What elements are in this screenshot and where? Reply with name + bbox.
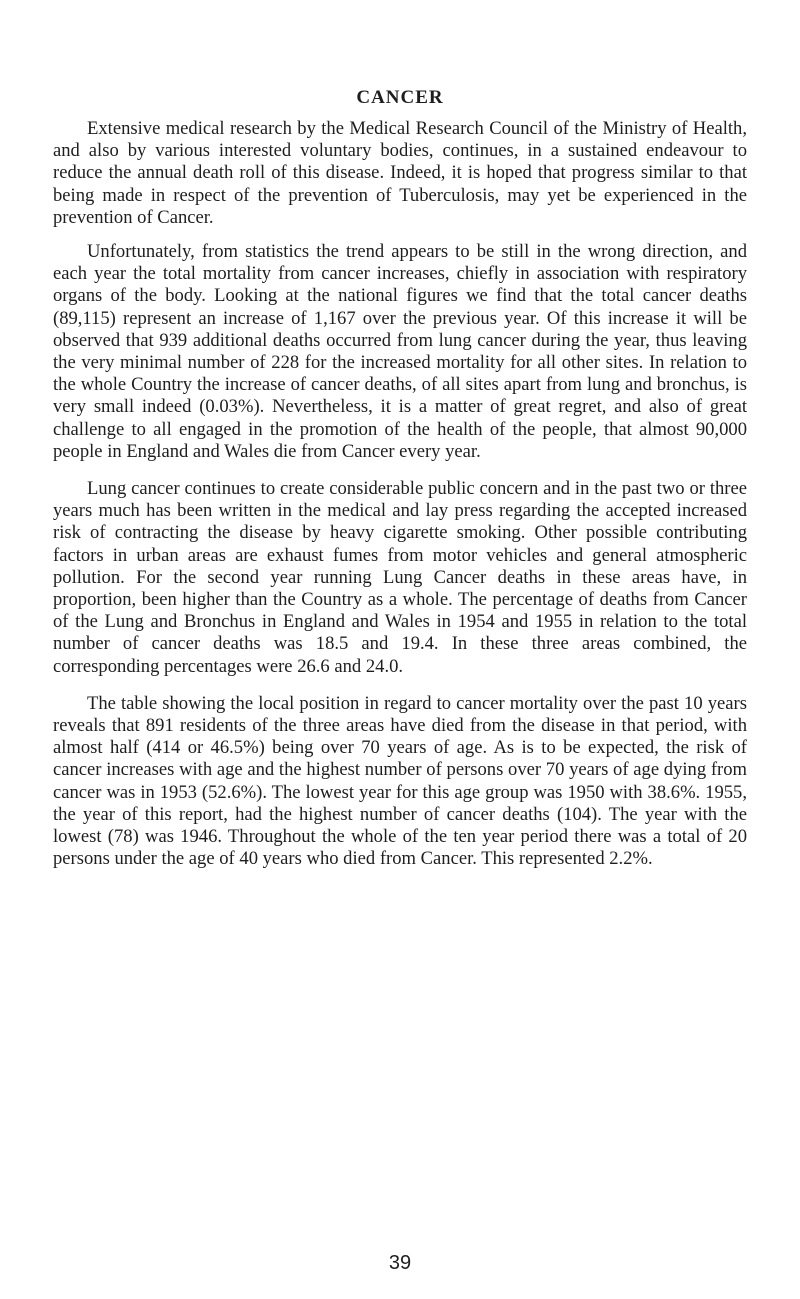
document-page xyxy=(53,0,747,871)
page-number: 39 xyxy=(388,1252,412,1274)
paragraph-lung-cancer: Lung cancer continues to create considerable public concern and in the past two or three years much has been written in the medical and lay press regarding the accepted increased risk of contracting the disease by heavy cigarette smoking. Other possible contributing factors in urban areas are exhaust fumes from motor vehicles and general atmospheric pollution. For the second year running Lung Cancer deaths in these areas have, in proportion, been higher than the Country as a whole. The percentage of deaths from Cancer of the Lung and Bronchus in England and Wales in 1954 and 1955 in relation to the total number of cancer deaths was 18.5 and 19.4. In these three areas combined, the corresponding percentages were 26.6 and 24.0. xyxy=(53,478,747,677)
paragraph-local-position: The table showing the local position in regard to cancer mortality over the past 10 years reveals that 891 residents of the three areas have died from the disease in that period, with almost half (414 or 46.5%) being over 70 years of age. As is to be expected, the risk of cancer increases with age and the highest number of persons over 70 years of age dying from cancer was in 1953 (52.6%). The lowest year for this age group was 1950 with 38.6%. 1955, the year of this report, had the highest number of cancer deaths (104). The year with the lowest (78) was 1946. Throughout the whole of the ten year period there was a total of 20 persons under the age of 40 years who died from Cancer. This represented 2.2%. xyxy=(53,692,747,870)
paragraph-statistics: Unfortunately, from statistics the trend appears to be still in the wrong direction, and each year the total mortality from cancer increases, chiefly in association with respiratory organs of the body. Looking at the national figures we find that the total cancer deaths (89,115) represent an increase of 1,167 over the previous year. Of this increase it will be observed that 939 additional deaths occurred from lung cancer during the year, thus leaving the very minimal number of 228 for the increased mortality for all other sites. In relation to the whole Country the increase of cancer deaths, of all sites apart from lung and bronchus, is very small indeed (0.03%). Nevertheless, it is a matter of great regret, and also of great challenge to all engaged in the promotion of the health of the people, that almost 90,000 people in England and Wales die from Cancer every year. xyxy=(53,241,747,462)
section-title: CANCER xyxy=(356,87,444,108)
paragraph-research: Extensive medical research by the Medical Research Council of the Ministry of Health, and also by various interested voluntary bodies, continues, in a sustained endeavour to reduce the annual death roll of this disease. Indeed, it is hoped that progress similar to that being made in respect of the prevention of Tuberculosis, may yet be experienced in the prevention of Cancer. xyxy=(53,118,747,228)
